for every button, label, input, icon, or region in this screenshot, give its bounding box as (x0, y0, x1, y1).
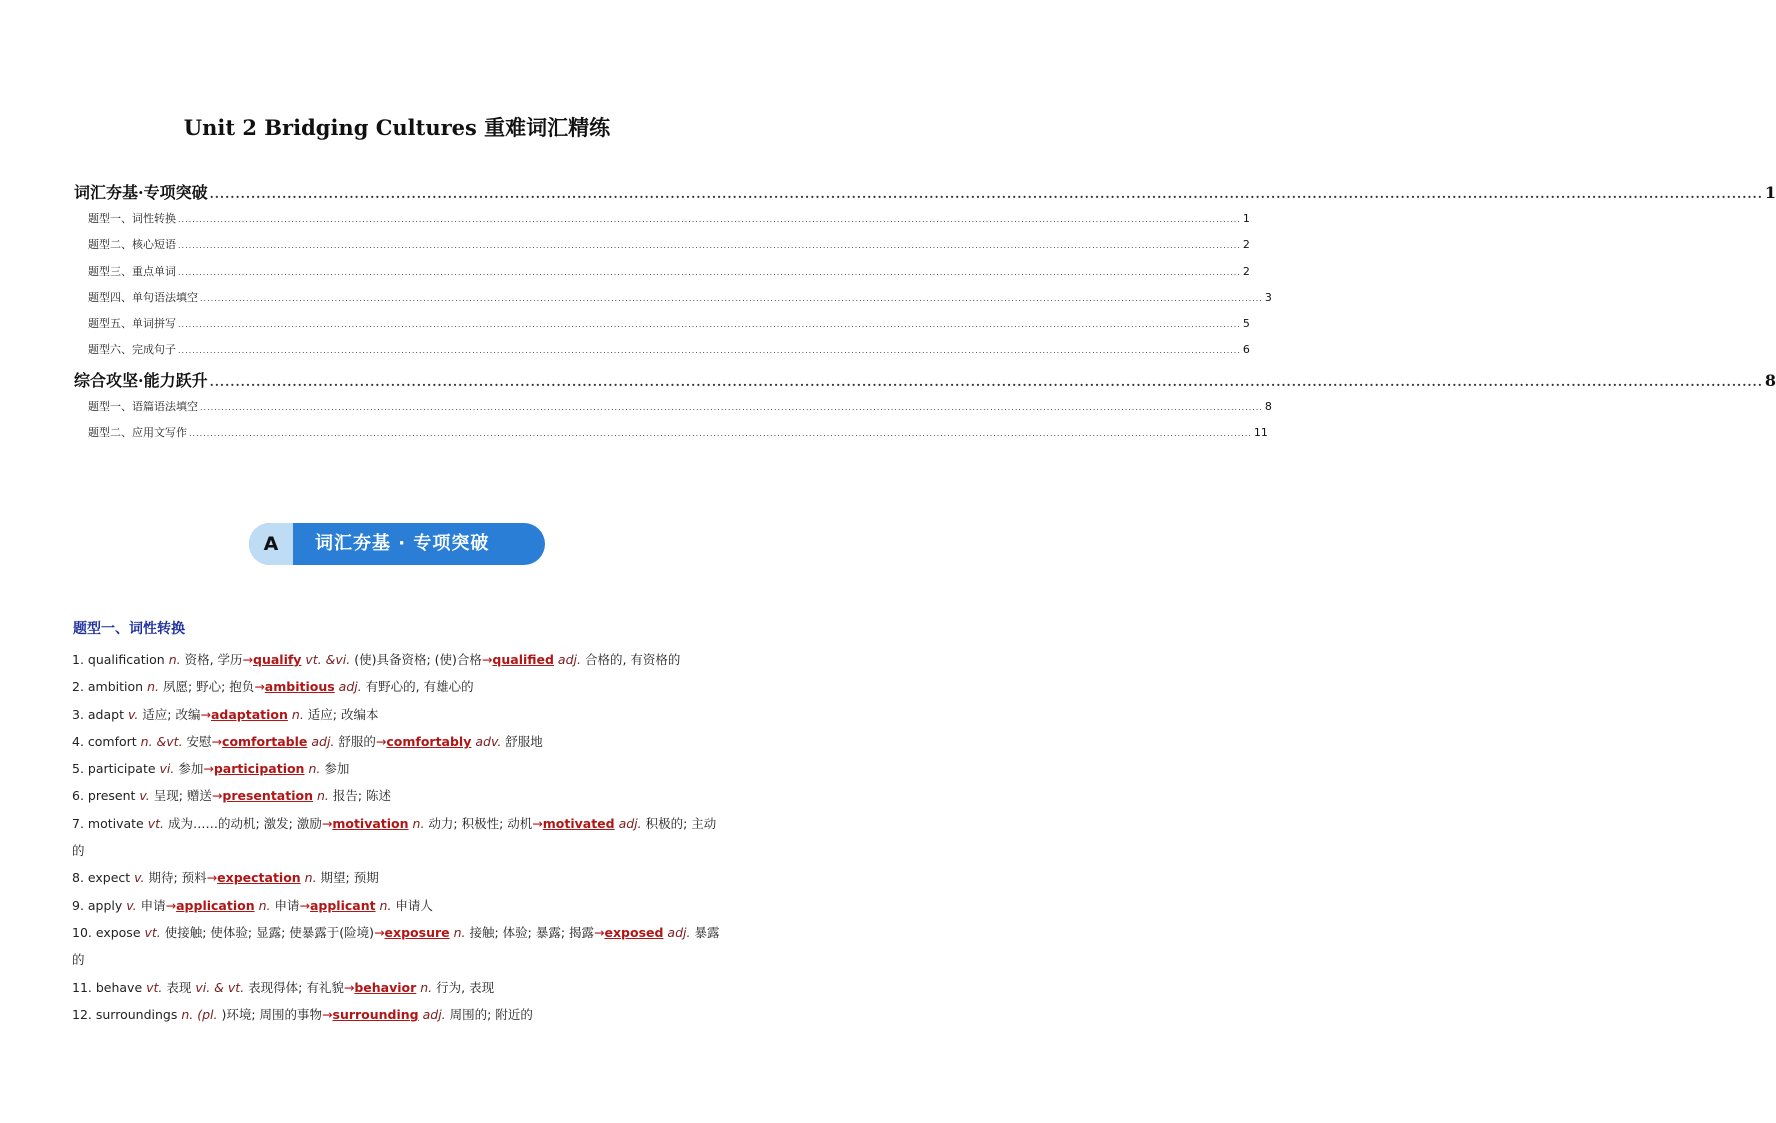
item-text: )环境; 周围的事物 (217, 1006, 323, 1022)
part-of-speech: n. (254, 897, 271, 913)
toc-leader-dots: ............................................................................................................................................................................................................................................................................................................ (178, 241, 1241, 251)
document-title: Unit 2 Bridging Cultures 重难词汇精练 (183, 115, 611, 140)
item-text: 表现 (162, 979, 196, 995)
part-of-speech: n. (287, 706, 304, 722)
toc-sub-entry[interactable] (74, 341, 1250, 367)
arrow-icon: → (481, 652, 493, 667)
toc-page-number: 1 (1242, 212, 1250, 225)
arrow-icon: → (321, 815, 333, 831)
toc-entry-label: 题型六、完成句子 (88, 343, 176, 357)
arrow-icon: → (203, 761, 214, 777)
item-text: 12. surroundings (72, 1006, 182, 1022)
toc-leader-dots: ............................................................................................................................................................................................................................................................................................................ (209, 374, 1763, 389)
answer-word: presentation (222, 788, 313, 804)
part-of-speech: n. (449, 924, 466, 940)
toc-entry-label: 综合攻坚·能力跃升 (74, 370, 208, 390)
part-of-speech: adj. (553, 652, 581, 667)
toc-leader-dots: ............................................................................................................................................................................................................................................................................................................ (178, 346, 1241, 356)
toc-leader-dots: ............................................................................................................................................................................................................................................................................................................ (200, 402, 1263, 412)
toc-sub-entry[interactable] (74, 210, 1250, 236)
toc-page-number: 3 (1264, 290, 1272, 304)
banner-title: 词汇夯基 · 专项突破 (315, 533, 490, 554)
item-text: 11. behave (72, 979, 147, 995)
part-of-speech: n. (300, 870, 317, 886)
toc-entry-label: 题型三、重点单词 (88, 264, 176, 278)
item-text: 参加 (174, 761, 204, 777)
toc-sub-entry[interactable] (74, 263, 1250, 289)
toc-page-number: 1 (1764, 183, 1776, 202)
part-of-speech: adj. (663, 924, 691, 940)
vocab-item (72, 892, 722, 919)
item-text: 8. expect (72, 870, 135, 886)
arrow-icon: → (254, 679, 265, 695)
item-text: 2. ambition (72, 679, 148, 695)
toc-sub-entry[interactable] (74, 236, 1250, 262)
part-of-speech: n. (304, 761, 321, 777)
item-text: 适应; 改编 (138, 706, 201, 722)
item-text: 9. apply (72, 897, 127, 913)
toc-main-entry[interactable] (74, 180, 1776, 210)
vocab-list (72, 646, 722, 1028)
part-of-speech: n. &vt. (140, 733, 183, 749)
item-text: 接触; 体验; 暴露; 揭露 (465, 924, 595, 940)
arrow-icon: → (343, 979, 355, 995)
item-text: 表现得体; 有礼貌 (244, 979, 344, 995)
answer-word: motivation (332, 815, 409, 831)
toc-page-number: 8 (1764, 370, 1776, 390)
toc-page-number: 11 (1253, 426, 1268, 440)
arrow-icon: → (594, 924, 605, 940)
toc-entry-label: 题型四、单句语法填空 (88, 290, 198, 304)
vocab-item (72, 701, 722, 728)
toc-leader-dots: ............................................................................................................................................................................................................................................................................................................ (200, 293, 1263, 303)
item-text: 夙愿; 野心; 抱负 (158, 679, 255, 695)
section-banner (249, 523, 545, 565)
part-of-speech: v. (134, 870, 145, 886)
toc-entry-label: 题型一、语篇语法填空 (88, 399, 198, 413)
toc-main-entry[interactable] (74, 368, 1776, 398)
toc-page-number: 2 (1242, 264, 1250, 278)
vocab-item (72, 755, 722, 782)
toc-leader-dots: ............................................................................................................................................................................................................................................................................................................ (178, 215, 1241, 224)
item-text: 6. present (72, 788, 140, 804)
arrow-icon: → (206, 870, 218, 886)
item-text: 期望; 预期 (316, 870, 379, 886)
part-of-speech: adv. (471, 733, 502, 749)
arrow-icon: → (211, 733, 223, 749)
item-text: 参加 (320, 761, 350, 777)
answer-word: comfortably (386, 733, 472, 749)
banner-letter: A (249, 523, 293, 565)
answer-word: exposed (604, 924, 664, 940)
answer-word: motivated (542, 815, 615, 831)
item-text: 申请 (270, 897, 300, 913)
item-text: 5. participate (72, 761, 160, 777)
item-text: 1. qualification (72, 652, 169, 667)
vocab-item (72, 646, 722, 673)
toc-entry-label: 题型二、核心短语 (88, 238, 176, 252)
toc-leader-dots: ............................................................................................................................................................................................................................................................................................................ (209, 187, 1763, 201)
item-text: 暴露的 (72, 924, 720, 968)
arrow-icon: → (532, 815, 543, 831)
arrow-icon: → (299, 897, 310, 913)
part-of-speech: n. (408, 815, 425, 831)
part-of-speech: n. (168, 652, 181, 667)
part-of-speech: vt. &vi. (301, 652, 351, 667)
toc-page-number: 2 (1242, 238, 1250, 252)
toc-sub-entry[interactable] (74, 424, 1268, 450)
vocab-item (72, 673, 722, 700)
item-text: 适应; 改编本 (303, 706, 379, 722)
toc-page-number: 8 (1264, 399, 1272, 413)
part-of-speech: v. (127, 706, 139, 722)
item-text: 使接触; 使体验; 显露; 使暴露于(险境) (160, 924, 375, 940)
table-of-contents (74, 180, 1776, 450)
vocab-item (72, 810, 722, 865)
part-of-speech: v. (126, 897, 137, 913)
item-text: 呈现; 赠送 (149, 788, 212, 804)
item-text: 10. expose (72, 924, 145, 940)
toc-leader-dots: ............................................................................................................................................................................................................................................................................................................ (178, 267, 1241, 277)
item-text: 报告; 陈述 (328, 788, 392, 804)
answer-word: expectation (217, 870, 301, 886)
vocab-item (72, 782, 722, 809)
item-text: 期待; 预料 (144, 870, 207, 886)
item-text: 7. motivate (72, 815, 148, 831)
answer-word: behavior (354, 979, 417, 995)
part-of-speech: vt. (146, 979, 163, 995)
arrow-icon: → (374, 924, 385, 940)
toc-entry-label: 题型五、单词拼写 (88, 317, 176, 331)
item-text: 申请 (136, 897, 166, 913)
part-of-speech: vt. (144, 924, 161, 940)
vocab-item (72, 864, 722, 891)
item-text: 合格的, 有资格的 (580, 652, 681, 667)
item-text: 4. comfort (72, 733, 141, 749)
part-of-speech: adj. (307, 733, 335, 749)
arrow-icon: → (165, 897, 177, 913)
item-text: 有野心的, 有雄心的 (361, 679, 474, 695)
item-text: 申请人 (391, 897, 433, 913)
arrow-icon: → (200, 706, 211, 722)
vocab-item (72, 1001, 722, 1028)
part-of-speech: adj. (614, 815, 642, 831)
toc-entry-label: 题型二、应用文写作 (88, 426, 187, 440)
part-of-speech: n. (312, 788, 329, 804)
toc-page-number: 6 (1242, 343, 1250, 357)
part-of-speech: adj. (334, 679, 362, 695)
section-heading: 题型一、词性转换 (73, 621, 185, 637)
part-of-speech: vi. & vt. (195, 979, 245, 995)
toc-entry-label: 词汇夯基·专项突破 (74, 183, 208, 202)
item-text: 舒服的 (334, 733, 376, 749)
part-of-speech: adj. (418, 1006, 446, 1022)
item-text: 动力; 积极性; 动机 (424, 815, 533, 831)
answer-word: exposure (384, 924, 450, 940)
vocab-item (72, 919, 722, 974)
part-of-speech: n. (375, 897, 392, 913)
toc-leader-dots: ............................................................................................................................................................................................................................................................................................................ (178, 320, 1241, 330)
item-text: (使)具备资格; (使)合格 (350, 652, 482, 667)
answer-word: surrounding (332, 1006, 419, 1022)
item-text: 积极的; 主动的 (72, 815, 717, 859)
arrow-icon: → (375, 733, 387, 749)
answer-word: applicant (309, 897, 376, 913)
arrow-icon: → (242, 652, 253, 667)
answer-word: adaptation (210, 706, 288, 722)
item-text: 3. adapt (72, 706, 128, 722)
answer-word: application (176, 897, 255, 913)
toc-leader-dots: ............................................................................................................................................................................................................................................................................................................ (189, 429, 1252, 439)
answer-word: qualified (492, 652, 554, 667)
part-of-speech: n. (416, 979, 433, 995)
vocab-item (72, 974, 722, 1001)
part-of-speech: n. (pl. (181, 1006, 218, 1022)
part-of-speech: vi. (159, 761, 175, 777)
answer-word: comfortable (222, 733, 308, 749)
toc-sub-entry[interactable] (74, 289, 1272, 315)
item-text: 舒服地 (501, 733, 543, 749)
answer-word: participation (213, 761, 305, 777)
toc-page-number: 5 (1242, 317, 1250, 331)
item-text: 周围的; 附近的 (445, 1006, 533, 1022)
arrow-icon: → (322, 1006, 333, 1022)
toc-entry-label: 题型一、词性转换 (88, 212, 176, 225)
item-text: 行为, 表现 (432, 979, 495, 995)
toc-sub-entry[interactable] (74, 398, 1272, 424)
answer-word: ambitious (264, 679, 335, 695)
toc-sub-entry[interactable] (74, 315, 1250, 341)
item-text: 成为……的动机; 激发; 激励 (164, 815, 322, 831)
part-of-speech: n. (147, 679, 159, 695)
item-text: 安慰 (182, 733, 212, 749)
answer-word: qualify (253, 652, 302, 667)
item-text: 资格, 学历 (180, 652, 243, 667)
vocab-item (72, 728, 722, 755)
arrow-icon: → (211, 788, 223, 804)
part-of-speech: vt. (147, 815, 165, 831)
part-of-speech: v. (139, 788, 150, 804)
